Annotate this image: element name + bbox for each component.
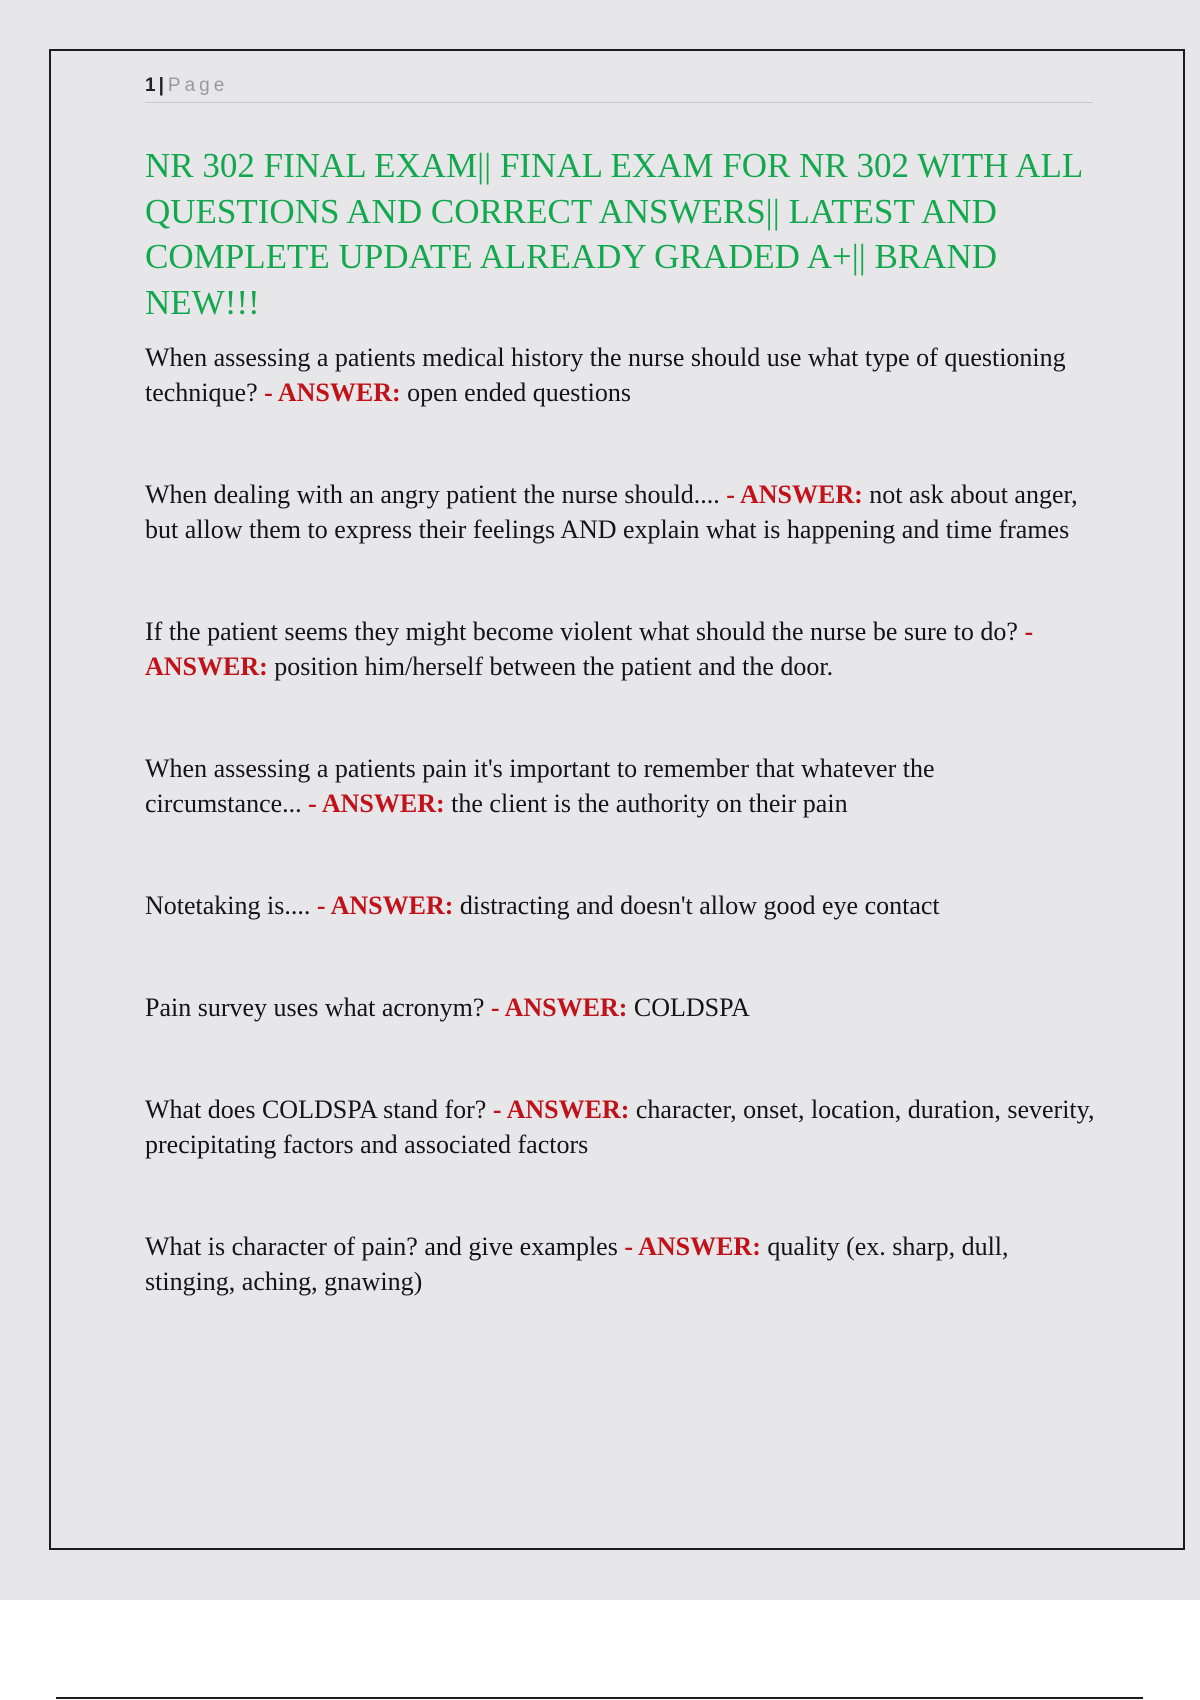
- answer-marker: - ANSWER:: [624, 1232, 761, 1261]
- answer-marker: - ANSWER:: [264, 378, 401, 407]
- answer-text: character, onset, location, duration, severity, precipitating factors and associated factors: [145, 1095, 1095, 1159]
- answer-text: open ended questions: [407, 378, 631, 407]
- document-title: NR 302 FINAL EXAM|| FINAL EXAM FOR NR 302 WITH ALL QUESTIONS AND CORRECT ANSWERS|| LATEST AND COMPLETE UPDATE ALREADY GRADED A+|| BRAND NEW!!!: [145, 146, 1082, 322]
- answer-text: quality (ex. sharp, dull, stinging, aching, gnawing): [145, 1232, 1009, 1296]
- qa-item: [145, 888, 1095, 923]
- qa-item: [145, 1092, 1095, 1162]
- answer-marker: - ANSWER:: [145, 617, 1034, 681]
- question-text: Pain survey uses what acronym?: [145, 993, 485, 1022]
- qa-item: [145, 614, 1095, 684]
- question-text: When assessing a patients pain it's important to remember that whatever the circumstance...: [145, 754, 935, 818]
- page-label: Page: [167, 75, 229, 96]
- qa-item: [145, 990, 1095, 1025]
- answer-text: not ask about anger, but allow them to express their feelings AND explain what is happening and time frames: [145, 480, 1078, 544]
- question-text: When dealing with an angry patient the nurse should....: [145, 480, 720, 509]
- answer-text: distracting and doesn't allow good eye contact: [459, 891, 940, 920]
- qa-list: [145, 340, 1095, 1299]
- next-page-top-rule: [56, 1697, 1143, 1699]
- qa-item: [145, 477, 1095, 547]
- question-text: If the patient seems they might become violent what should the nurse be sure to do?: [145, 617, 1018, 646]
- question-text: When assessing a patients medical history the nurse should use what type of questioning technique?: [145, 343, 1066, 407]
- page-number: 1: [145, 75, 156, 96]
- qa-item: [145, 751, 1095, 821]
- qa-item: [145, 1229, 1095, 1299]
- answer-marker: - ANSWER:: [308, 789, 445, 818]
- answer-marker: - ANSWER:: [490, 993, 628, 1022]
- question-text: Notetaking is....: [145, 891, 311, 920]
- page-header: [145, 72, 1093, 103]
- answer-marker: - ANSWER:: [316, 891, 454, 920]
- question-text: What is character of pain? and give examples: [145, 1232, 618, 1261]
- answer-marker: - ANSWER:: [726, 480, 863, 509]
- answer-text: the client is the authority on their pain: [451, 789, 848, 818]
- answer-text: position him/herself between the patient and the door.: [274, 652, 834, 681]
- question-text: What does COLDSPA stand for?: [145, 1095, 487, 1124]
- page-header-separator: |: [158, 75, 164, 96]
- answer-text: COLDSPA: [633, 993, 750, 1022]
- answer-marker: - ANSWER:: [492, 1095, 630, 1124]
- qa-item: [145, 340, 1095, 410]
